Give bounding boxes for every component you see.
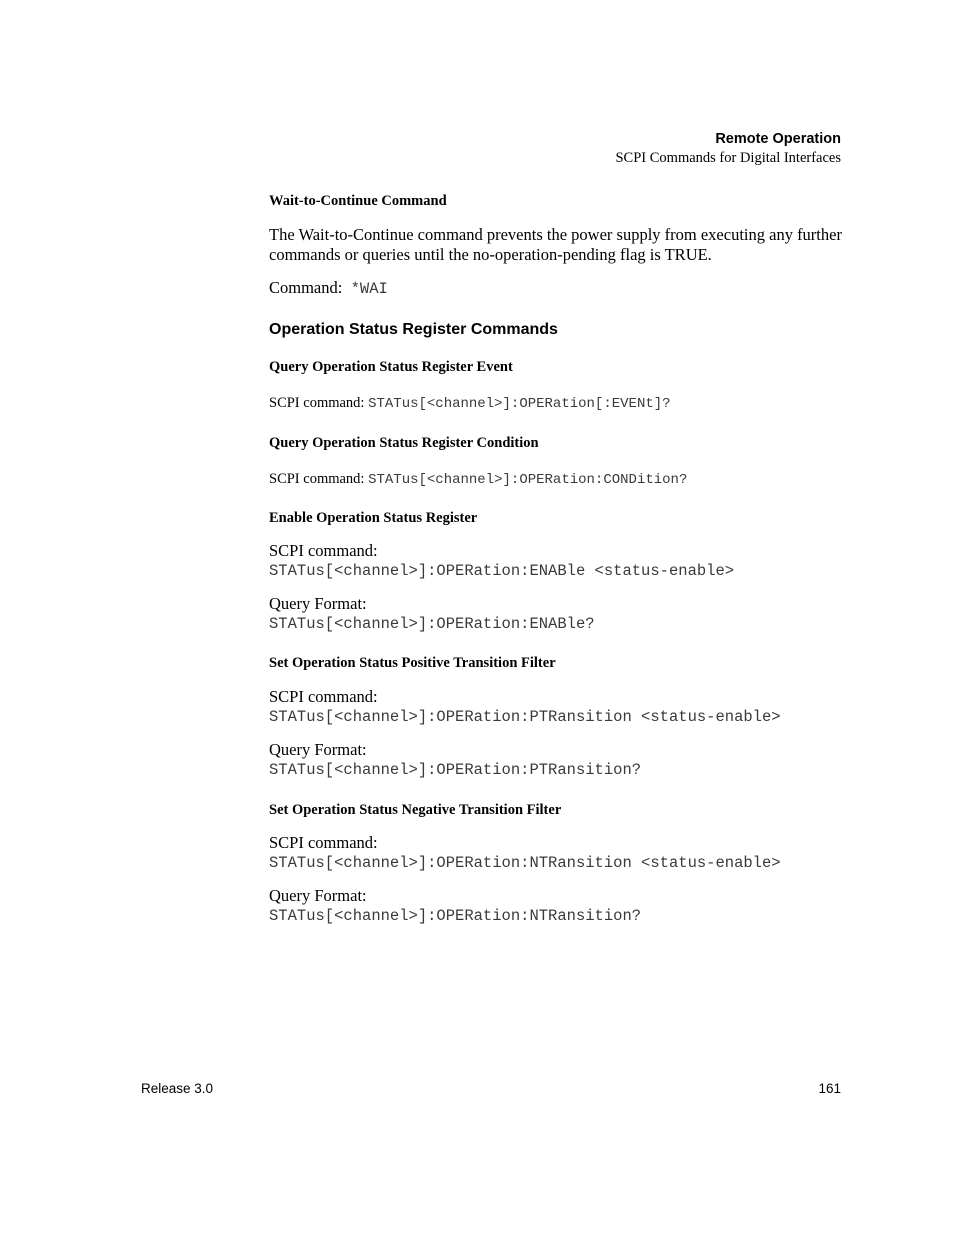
ptr-query-label: Query Format: <box>269 740 367 759</box>
ntr-scpi-command: STATus[<channel>]:OPERation:NTRansition <status-enable> <box>269 854 781 872</box>
page-content <box>269 192 849 926</box>
ptr-scpi-command: STATus[<channel>]:OPERation:PTRansition <status-enable> <box>269 708 781 726</box>
wait-heading: Wait-to-Continue Command <box>269 193 447 209</box>
wait-command: *WAI <box>350 280 388 298</box>
ptr-heading: Set Operation Status Positive Transition Filter <box>269 655 556 671</box>
query-event-command: STATus[<channel>]:OPERation[:EVENt]? <box>368 396 671 412</box>
enable-heading: Enable Operation Status Register <box>269 510 478 526</box>
query-condition-label: SCPI command: <box>269 471 365 487</box>
section-heading: Operation Status Register Commands <box>269 321 558 338</box>
ntr-heading: Set Operation Status Negative Transition Filter <box>269 802 562 818</box>
query-condition-command: STATus[<channel>]:OPERation:CONDition? <box>368 472 688 488</box>
query-condition-heading: Query Operation Status Register Condition <box>269 435 539 451</box>
ntr-scpi-label: SCPI command: <box>269 833 378 852</box>
enable-scpi-command: STATus[<channel>]:OPERation:ENABle <status-enable> <box>269 562 735 580</box>
header-title: Remote Operation <box>715 131 841 147</box>
wait-command-line <box>269 278 849 299</box>
query-event-line <box>269 394 849 413</box>
wait-command-label: Command: <box>269 278 343 297</box>
footer-release: Release 3.0 <box>141 1081 214 1096</box>
enable-scpi-label: SCPI command: <box>269 541 378 560</box>
footer-page-number: 161 <box>818 1081 841 1096</box>
query-event-heading: Query Operation Status Register Event <box>269 359 513 375</box>
header-subtitle: SCPI Commands for Digital Interfaces <box>615 150 841 166</box>
enable-query-label: Query Format: <box>269 594 367 613</box>
ptr-query-command: STATus[<channel>]:OPERation:PTRansition? <box>269 761 642 779</box>
enable-query-command: STATus[<channel>]:OPERation:ENABle? <box>269 615 595 633</box>
ptr-scpi-label: SCPI command: <box>269 687 378 706</box>
wait-body: The Wait-to-Continue command prevents the power supply from executing any further commands or queries until the no-operation-pending flag is TRUE. <box>269 225 842 264</box>
ntr-query-label: Query Format: <box>269 886 367 905</box>
ntr-query-command: STATus[<channel>]:OPERation:NTRansition? <box>269 907 642 925</box>
query-condition-line <box>269 470 849 489</box>
query-event-label: SCPI command: <box>269 395 365 411</box>
